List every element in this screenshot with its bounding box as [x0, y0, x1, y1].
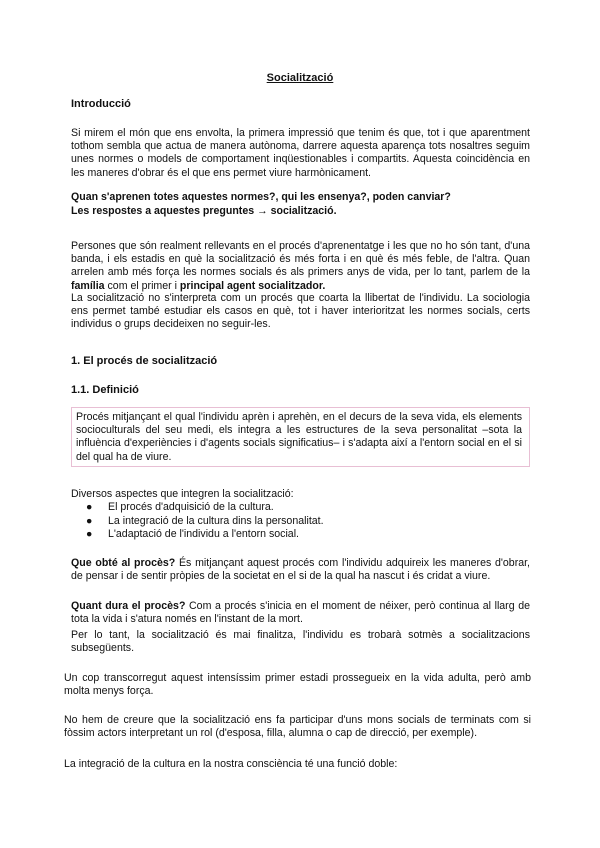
familia-term: família	[71, 279, 105, 292]
definition-text: Procés mitjançant el qual l'individu aprèn i aprehèn, en el decurs de la seva vida, els elements socioculturals del seu medi, els integra a les estructures de la seva personalitat –sota la influència d'experiències i d'agents socials significatius– i s'adapta així a l'entorn social en el si del qual ha de viure.	[76, 411, 522, 463]
section-1-1-heading: 1.1. Definició	[71, 384, 139, 396]
paragraph-vida-adulta: Un cop transcorregut aquest intensíssim primer estadi prossegueix en la vida adulta, però amb molta menys força.	[64, 672, 531, 698]
document-title: Socialització	[266, 72, 334, 84]
list-item	[86, 501, 324, 515]
quant-dura-text: Com a procés s'inicia en el moment de néixer, però continua al llarg de tota la vida i s'atura només en l'instant de la mort.	[71, 600, 530, 626]
intro-paragraph-2-mid: com el primer i	[104, 279, 180, 292]
paragraph-rol: No hem de creure que la socialització ens fa participar d'uns mons socials de terminats com si fòssim actors interpretant un rol (d'esposa, filla, alumna o cap de direcció, per exemple).	[64, 714, 531, 740]
paragraph-funcio-doble: La integració de la cultura en la nostra consciència té una funció doble:	[64, 758, 398, 770]
list-item-text: La integració de la cultura dins la personalitat.	[108, 514, 324, 527]
aspects-intro: Diversos aspectes que integren la socialització:	[71, 488, 294, 500]
bullet-icon: ●	[86, 528, 93, 541]
paragraph-quant-dura	[71, 600, 530, 626]
intro-paragraph-2	[71, 240, 530, 293]
bullet-icon: ●	[86, 514, 93, 527]
intro-paragraph-3: La socialització no s'interpreta com un procés que coarta la llibertat de l'individu. La sociologia ens permet també estudiar els casos en què, tot i haver interioritzat les normes socials, certs individus o grups decideixen no seguir-les.	[71, 292, 530, 331]
principal-agent-term: principal agent socialitzador.	[179, 279, 326, 292]
intro-answer-line: Les respostes a aquestes preguntes → socialització.	[71, 205, 337, 217]
intro-question-line: Quan s'aprenen totes aquestes normes?, qui les ensenya?, poden canviar?	[71, 191, 451, 203]
intro-paragraph-1: Si mirem el món que ens envolta, la primera impressió que tenim és que, tot i que aparentment tothom sembla que actua de manera autònoma, darrere aquesta aparença tots nosaltres seguim unes normes o models de comportament inqüestionables i compartits. Aquesta coincidència en les maneres d'obrar és el que ens permet viure harmònicament.	[71, 127, 530, 179]
intro-questions	[71, 190, 541, 218]
section-1-heading: 1. El procés de socialització	[71, 355, 218, 367]
list-item-text: El procés d'adquisició de la cultura.	[108, 501, 274, 513]
aspects-list	[86, 501, 324, 542]
que-obte-label: Que obté al procès?	[71, 557, 176, 569]
list-item	[86, 514, 324, 529]
list-item-text: L'adaptació de l'individu a l'entorn social.	[108, 528, 299, 541]
bullet-icon: ●	[86, 501, 93, 513]
quant-dura-label: Quant dura el procès?	[71, 600, 186, 612]
paragraph-finalitza: Per lo tant, la socialització és mai finalitza, l'individu es trobarà sotmès a socialitzacions subsegüents.	[71, 629, 530, 655]
intro-paragraph-2-text: Persones que són realment rellevants en el procés d'aprenentatge i les que no ho són tant, d'una banda, i els estadis en què la socialització és més forta i en què és més feble, de l'altra. Quan arrelen amb més força les normes socials és als primers anys de vida, per lo tant, parlem de la	[71, 240, 530, 279]
list-item	[86, 528, 324, 542]
que-obte-text: És mitjançant aquest procés com l'individu adquireix les maneres d'obrar, de pensar i de sentir pròpies de la societat en el si de la qual ha nascut i és cridat a viure.	[71, 557, 531, 583]
paragraph-que-obte	[71, 557, 530, 583]
intro-heading: Introducció	[71, 98, 131, 110]
